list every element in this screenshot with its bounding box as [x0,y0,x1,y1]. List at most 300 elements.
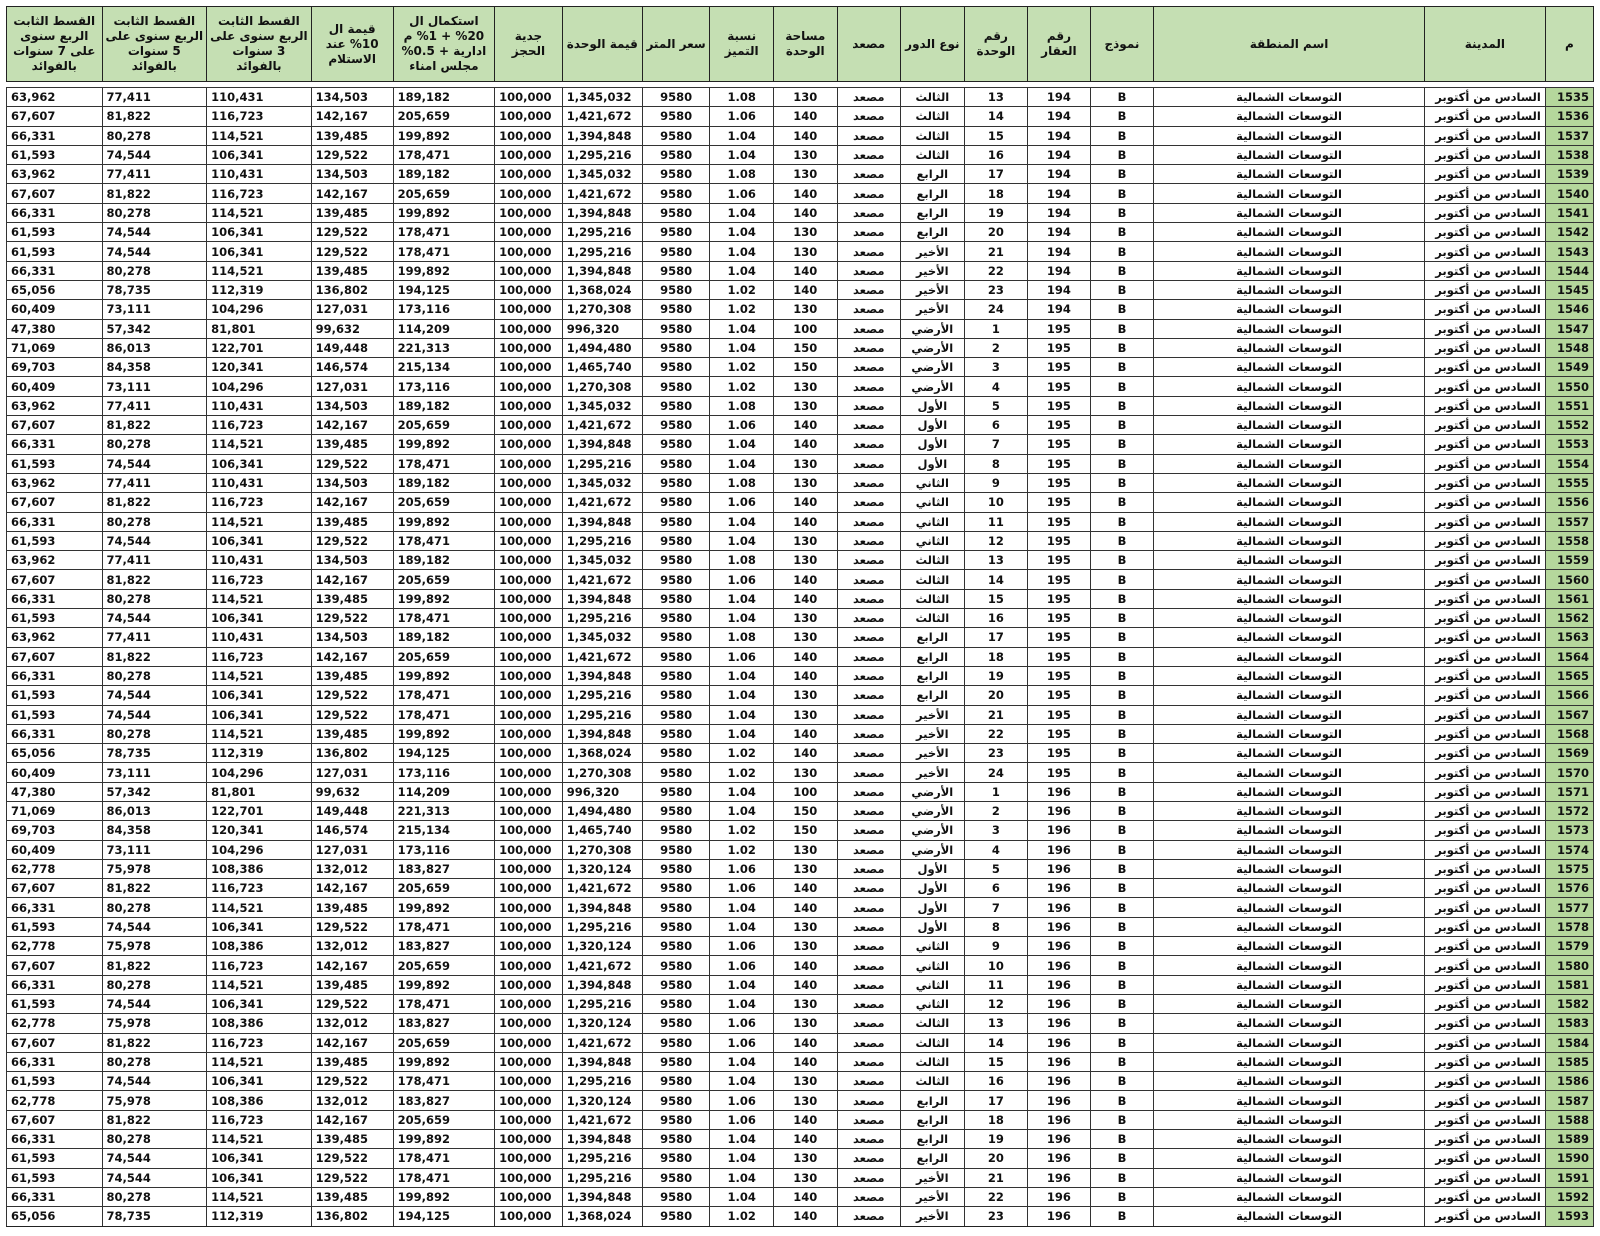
cell-elevator: مصعد [837,917,901,936]
cell-completion-20: 173,116 [393,300,494,319]
cell-property-no: 194 [1028,107,1091,126]
cell-unit-area: 130 [773,223,837,242]
cell-region: التوسعات الشمالية [1154,879,1425,898]
cell-unit-value: 1,295,216 [562,223,642,242]
cell-meter-price: 9580 [642,126,710,145]
cell-city: السادس من أكتوبر [1424,1033,1545,1052]
cell-city: السادس من أكتوبر [1424,1168,1545,1187]
cell-booking: 100,000 [495,435,563,454]
cell-elevator: مصعد [837,782,901,801]
cell-handover-10: 136,802 [311,744,393,763]
cell-index: 1554 [1545,454,1593,473]
cell-installment-5y: 77,411 [102,473,207,492]
cell-completion-20: 178,471 [393,1168,494,1187]
cell-installment-7y: 66,331 [7,261,103,280]
cell-elevator: مصعد [837,107,901,126]
cell-handover-10: 139,485 [311,261,393,280]
cell-elevator: مصعد [837,454,901,473]
cell-meter-price: 9580 [642,396,710,415]
cell-floor-type: الأخير [901,705,965,724]
cell-premium-ratio: 1.04 [710,1168,774,1187]
cell-model: B [1090,763,1154,782]
cell-installment-3y: 114,521 [207,724,312,743]
cell-installment-3y: 114,521 [207,1130,312,1149]
cell-floor-type: الثاني [901,975,965,994]
cell-booking: 100,000 [495,551,563,570]
cell-region: التوسعات الشمالية [1154,859,1425,878]
cell-index: 1549 [1545,358,1593,377]
cell-property-no: 196 [1028,1110,1091,1129]
cell-region: التوسعات الشمالية [1154,744,1425,763]
cell-unit-area: 130 [773,473,837,492]
cell-installment-3y: 106,341 [207,1168,312,1187]
cell-premium-ratio: 1.06 [710,1091,774,1110]
cell-city: السادس من أكتوبر [1424,994,1545,1013]
cell-premium-ratio: 1.04 [710,338,774,357]
cell-unit-area: 140 [773,107,837,126]
cell-unit-no: 21 [964,1168,1028,1187]
cell-handover-10: 139,485 [311,435,393,454]
cell-meter-price: 9580 [642,531,710,550]
cell-floor-type: الأول [901,416,965,435]
cell-city: السادس من أكتوبر [1424,473,1545,492]
cell-installment-3y: 114,521 [207,589,312,608]
cell-handover-10: 129,522 [311,454,393,473]
cell-installment-5y: 77,411 [102,628,207,647]
cell-city: السادس من أكتوبر [1424,647,1545,666]
cell-model: B [1090,859,1154,878]
cell-property-no: 195 [1028,705,1091,724]
cell-city: السادس من أكتوبر [1424,666,1545,685]
cell-premium-ratio: 1.06 [710,879,774,898]
cell-model: B [1090,1149,1154,1168]
cell-unit-no: 5 [964,396,1028,415]
cell-handover-10: 142,167 [311,570,393,589]
cell-elevator: مصعد [837,1052,901,1071]
cell-unit-value: 1,320,124 [562,937,642,956]
cell-meter-price: 9580 [642,937,710,956]
cell-unit-area: 140 [773,1033,837,1052]
cell-handover-10: 146,574 [311,821,393,840]
cell-model: B [1090,280,1154,299]
cell-elevator: مصعد [837,493,901,512]
cell-city: السادس من أكتوبر [1424,261,1545,280]
cell-premium-ratio: 1.06 [710,937,774,956]
cell-premium-ratio: 1.04 [710,319,774,338]
cell-installment-3y: 114,521 [207,898,312,917]
cell-installment-3y: 116,723 [207,184,312,203]
cell-handover-10: 129,522 [311,223,393,242]
cell-installment-3y: 106,341 [207,531,312,550]
cell-completion-20: 189,182 [393,88,494,107]
table-body [7,82,1594,1227]
cell-city: السادس من أكتوبر [1424,686,1545,705]
cell-unit-no: 19 [964,203,1028,222]
cell-floor-type: الأخير [901,1207,965,1226]
cell-completion-20: 114,209 [393,319,494,338]
cell-unit-value: 1,295,216 [562,705,642,724]
cell-installment-5y: 80,278 [102,975,207,994]
cell-unit-area: 130 [773,994,837,1013]
cell-unit-area: 100 [773,782,837,801]
cell-premium-ratio: 1.06 [710,570,774,589]
table-row [7,1072,1594,1091]
cell-index: 1571 [1545,782,1593,801]
cell-unit-value: 1,368,024 [562,744,642,763]
cell-installment-7y: 66,331 [7,666,103,685]
cell-meter-price: 9580 [642,184,710,203]
cell-handover-10: 129,522 [311,145,393,164]
cell-booking: 100,000 [495,956,563,975]
cell-unit-no: 23 [964,280,1028,299]
cell-unit-no: 18 [964,1110,1028,1129]
cell-unit-value: 1,394,848 [562,724,642,743]
cell-installment-5y: 81,822 [102,107,207,126]
cell-region: التوسعات الشمالية [1154,1187,1425,1206]
cell-completion-20: 194,125 [393,744,494,763]
cell-premium-ratio: 1.02 [710,744,774,763]
cell-region: التوسعات الشمالية [1154,647,1425,666]
cell-unit-value: 1,295,216 [562,242,642,261]
cell-unit-no: 24 [964,763,1028,782]
cell-meter-price: 9580 [642,1149,710,1168]
cell-region: التوسعات الشمالية [1154,377,1425,396]
cell-handover-10: 129,522 [311,531,393,550]
cell-handover-10: 142,167 [311,493,393,512]
cell-floor-type: الثالث [901,145,965,164]
cell-unit-area: 130 [773,396,837,415]
cell-unit-area: 130 [773,609,837,628]
cell-model: B [1090,879,1154,898]
cell-installment-7y: 67,607 [7,647,103,666]
cell-model: B [1090,416,1154,435]
cell-index: 1581 [1545,975,1593,994]
cell-installment-5y: 74,544 [102,994,207,1013]
cell-unit-value: 1,345,032 [562,396,642,415]
cell-property-no: 195 [1028,589,1091,608]
cell-property-no: 194 [1028,280,1091,299]
table-row [7,435,1594,454]
cell-city: السادس من أكتوبر [1424,1149,1545,1168]
cell-installment-3y: 108,386 [207,1091,312,1110]
cell-booking: 100,000 [495,724,563,743]
cell-unit-no: 12 [964,531,1028,550]
cell-completion-20: 199,892 [393,898,494,917]
cell-premium-ratio: 1.04 [710,724,774,743]
cell-elevator: مصعد [837,859,901,878]
cell-installment-7y: 67,607 [7,1110,103,1129]
cell-floor-type: الثاني [901,994,965,1013]
cell-unit-no: 3 [964,821,1028,840]
cell-booking: 100,000 [495,145,563,164]
cell-unit-area: 140 [773,184,837,203]
cell-city: السادس من أكتوبر [1424,396,1545,415]
cell-installment-7y: 71,069 [7,801,103,820]
cell-installment-5y: 81,822 [102,956,207,975]
cell-booking: 100,000 [495,203,563,222]
cell-installment-7y: 61,593 [7,705,103,724]
cell-unit-area: 150 [773,801,837,820]
cell-installment-5y: 74,544 [102,242,207,261]
cell-property-no: 195 [1028,647,1091,666]
cell-handover-10: 129,522 [311,1168,393,1187]
cell-model: B [1090,551,1154,570]
cell-unit-area: 130 [773,242,837,261]
cell-handover-10: 139,485 [311,203,393,222]
cell-meter-price: 9580 [642,280,710,299]
cell-floor-type: الرابع [901,647,965,666]
cell-index: 1561 [1545,589,1593,608]
cell-elevator: مصعد [837,879,901,898]
cell-floor-type: الثالث [901,1014,965,1033]
cell-completion-20: 215,134 [393,821,494,840]
cell-region: التوسعات الشمالية [1154,1130,1425,1149]
cell-installment-7y: 63,962 [7,473,103,492]
cell-unit-no: 16 [964,145,1028,164]
cell-elevator: مصعد [837,551,901,570]
cell-city: السادس من أكتوبر [1424,1052,1545,1071]
cell-floor-type: الأخير [901,744,965,763]
cell-premium-ratio: 1.06 [710,647,774,666]
cell-floor-type: الرابع [901,165,965,184]
cell-unit-area: 130 [773,1168,837,1187]
cell-elevator: مصعد [837,647,901,666]
cell-index: 1575 [1545,859,1593,878]
cell-installment-5y: 81,822 [102,184,207,203]
cell-unit-area: 140 [773,724,837,743]
units-table [6,6,1594,1227]
cell-meter-price: 9580 [642,686,710,705]
header-city: المدينة [1424,7,1545,82]
cell-installment-3y: 81,801 [207,319,312,338]
cell-premium-ratio: 1.04 [710,917,774,936]
cell-completion-20: 189,182 [393,551,494,570]
cell-installment-3y: 116,723 [207,107,312,126]
cell-handover-10: 139,485 [311,589,393,608]
cell-installment-3y: 116,723 [207,647,312,666]
cell-installment-3y: 114,521 [207,261,312,280]
cell-completion-20: 178,471 [393,917,494,936]
table-row [7,1014,1594,1033]
cell-installment-3y: 106,341 [207,1072,312,1091]
cell-floor-type: الرابع [901,203,965,222]
cell-installment-3y: 116,723 [207,1033,312,1052]
cell-unit-area: 130 [773,917,837,936]
cell-elevator: مصعد [837,319,901,338]
cell-index: 1593 [1545,1207,1593,1226]
cell-completion-20: 178,471 [393,242,494,261]
cell-completion-20: 173,116 [393,377,494,396]
cell-installment-7y: 63,962 [7,165,103,184]
cell-installment-7y: 66,331 [7,589,103,608]
cell-elevator: مصعد [837,261,901,280]
cell-completion-20: 205,659 [393,184,494,203]
cell-installment-5y: 81,822 [102,416,207,435]
cell-premium-ratio: 1.02 [710,763,774,782]
cell-unit-value: 1,421,672 [562,184,642,203]
cell-unit-area: 150 [773,358,837,377]
cell-booking: 100,000 [495,1168,563,1187]
cell-unit-value: 1,295,216 [562,686,642,705]
cell-booking: 100,000 [495,300,563,319]
cell-property-no: 196 [1028,840,1091,859]
cell-index: 1538 [1545,145,1593,164]
cell-handover-10: 99,632 [311,319,393,338]
cell-floor-type: الرابع [901,223,965,242]
cell-meter-price: 9580 [642,1130,710,1149]
cell-floor-type: الأخير [901,261,965,280]
cell-installment-3y: 114,521 [207,203,312,222]
table-row [7,203,1594,222]
cell-city: السادس من أكتوبر [1424,724,1545,743]
cell-unit-area: 150 [773,821,837,840]
cell-unit-no: 15 [964,589,1028,608]
cell-handover-10: 127,031 [311,300,393,319]
cell-property-no: 195 [1028,686,1091,705]
cell-handover-10: 142,167 [311,879,393,898]
cell-handover-10: 129,522 [311,1149,393,1168]
cell-handover-10: 99,632 [311,782,393,801]
cell-unit-no: 6 [964,416,1028,435]
cell-meter-price: 9580 [642,1110,710,1129]
cell-meter-price: 9580 [642,203,710,222]
table-row [7,473,1594,492]
table-row [7,358,1594,377]
cell-property-no: 196 [1028,1168,1091,1187]
cell-unit-no: 10 [964,956,1028,975]
cell-premium-ratio: 1.04 [710,512,774,531]
cell-unit-value: 1,394,848 [562,512,642,531]
cell-premium-ratio: 1.08 [710,551,774,570]
cell-completion-20: 194,125 [393,1207,494,1226]
cell-model: B [1090,126,1154,145]
cell-city: السادس من أكتوبر [1424,454,1545,473]
cell-meter-price: 9580 [642,956,710,975]
cell-installment-3y: 104,296 [207,300,312,319]
cell-installment-5y: 77,411 [102,551,207,570]
cell-installment-3y: 106,341 [207,917,312,936]
cell-handover-10: 142,167 [311,184,393,203]
cell-unit-no: 21 [964,705,1028,724]
cell-booking: 100,000 [495,416,563,435]
cell-unit-area: 140 [773,570,837,589]
table-row [7,1187,1594,1206]
cell-premium-ratio: 1.08 [710,396,774,415]
cell-installment-5y: 77,411 [102,165,207,184]
cell-installment-3y: 112,319 [207,1207,312,1226]
cell-region: التوسعات الشمالية [1154,319,1425,338]
cell-completion-20: 178,471 [393,609,494,628]
cell-meter-price: 9580 [642,512,710,531]
cell-floor-type: الأول [901,396,965,415]
cell-unit-value: 1,295,216 [562,994,642,1013]
cell-booking: 100,000 [495,994,563,1013]
cell-property-no: 195 [1028,416,1091,435]
cell-index: 1562 [1545,609,1593,628]
cell-property-no: 195 [1028,377,1091,396]
header-installment-7y: القسط الثابت الربع سنوى على 7 سنوات بالفوائد [7,7,103,82]
cell-city: السادس من أكتوبر [1424,840,1545,859]
cell-floor-type: الأخير [901,724,965,743]
cell-unit-value: 1,345,032 [562,473,642,492]
cell-installment-7y: 63,962 [7,396,103,415]
cell-city: السادس من أكتوبر [1424,937,1545,956]
cell-property-no: 194 [1028,88,1091,107]
cell-booking: 100,000 [495,358,563,377]
table-row [7,416,1594,435]
cell-elevator: مصعد [837,416,901,435]
table-row [7,1149,1594,1168]
cell-unit-value: 1,394,848 [562,666,642,685]
cell-premium-ratio: 1.04 [710,686,774,705]
cell-unit-value: 1,494,480 [562,801,642,820]
cell-installment-3y: 120,341 [207,821,312,840]
cell-elevator: مصعد [837,1149,901,1168]
cell-premium-ratio: 1.04 [710,1187,774,1206]
cell-region: التوسعات الشمالية [1154,358,1425,377]
cell-meter-price: 9580 [642,879,710,898]
header-handover-10: قيمة ال 10% عند الاستلام [311,7,393,82]
cell-index: 1555 [1545,473,1593,492]
cell-installment-5y: 86,013 [102,338,207,357]
cell-model: B [1090,1110,1154,1129]
cell-installment-7y: 62,778 [7,937,103,956]
cell-unit-no: 6 [964,879,1028,898]
cell-model: B [1090,319,1154,338]
cell-property-no: 195 [1028,473,1091,492]
cell-region: التوسعات الشمالية [1154,338,1425,357]
cell-booking: 100,000 [495,1207,563,1226]
cell-premium-ratio: 1.04 [710,782,774,801]
cell-installment-5y: 57,342 [102,319,207,338]
cell-unit-area: 140 [773,898,837,917]
cell-model: B [1090,145,1154,164]
cell-property-no: 196 [1028,1130,1091,1149]
cell-region: التوسعات الشمالية [1154,107,1425,126]
table-row [7,647,1594,666]
cell-meter-price: 9580 [642,551,710,570]
cell-unit-value: 1,394,848 [562,1187,642,1206]
cell-floor-type: الثالث [901,609,965,628]
cell-unit-value: 1,394,848 [562,435,642,454]
cell-floor-type: الثالث [901,570,965,589]
cell-unit-area: 130 [773,300,837,319]
cell-model: B [1090,898,1154,917]
cell-handover-10: 136,802 [311,1207,393,1226]
cell-index: 1587 [1545,1091,1593,1110]
cell-handover-10: 132,012 [311,859,393,878]
cell-meter-price: 9580 [642,145,710,164]
cell-handover-10: 129,522 [311,609,393,628]
cell-model: B [1090,107,1154,126]
cell-meter-price: 9580 [642,165,710,184]
cell-unit-no: 15 [964,126,1028,145]
cell-booking: 100,000 [495,570,563,589]
cell-property-no: 195 [1028,763,1091,782]
cell-elevator: مصعد [837,280,901,299]
cell-model: B [1090,1091,1154,1110]
cell-model: B [1090,512,1154,531]
cell-installment-3y: 106,341 [207,242,312,261]
table-row [7,570,1594,589]
cell-floor-type: الثالث [901,551,965,570]
cell-elevator: مصعد [837,435,901,454]
cell-premium-ratio: 1.04 [710,126,774,145]
cell-handover-10: 146,574 [311,358,393,377]
cell-installment-7y: 61,593 [7,686,103,705]
cell-unit-value: 1,394,848 [562,1052,642,1071]
cell-floor-type: الثاني [901,937,965,956]
